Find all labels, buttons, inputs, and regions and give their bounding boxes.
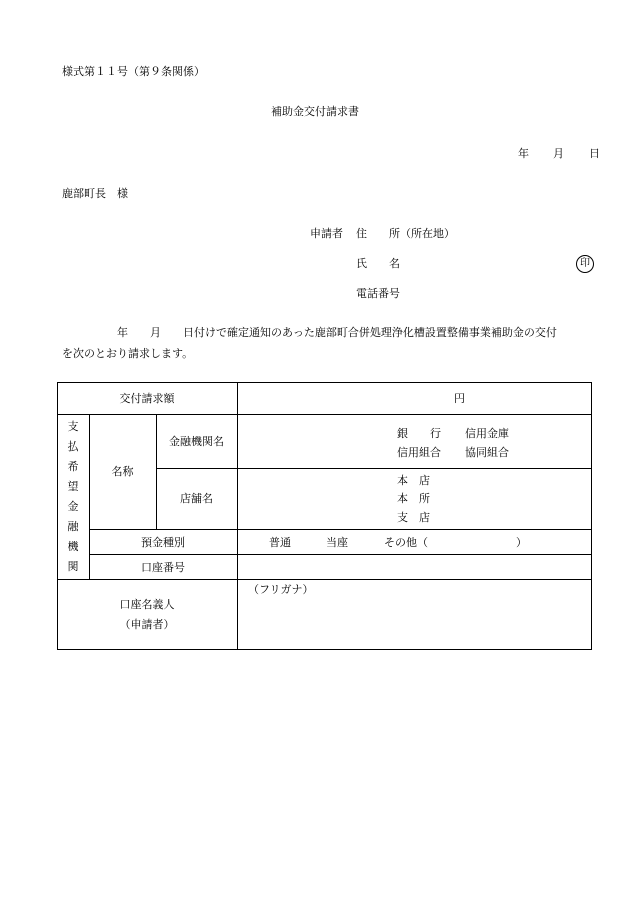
branch-branch: 支 店: [397, 511, 430, 524]
name-label: 氏 名: [356, 257, 400, 270]
payment-label-char: 支: [67, 420, 79, 433]
form-number: 様式第１１号（第９条関係）: [62, 65, 205, 78]
table-border: [591, 382, 592, 650]
payment-label-char: 望: [67, 480, 79, 493]
name-section-label: 名称: [111, 465, 134, 478]
table-rule: [156, 468, 592, 469]
deposit-normal: 普通: [269, 536, 291, 549]
addressee: 鹿部町長 様: [62, 187, 128, 200]
deposit-current: 当座: [326, 536, 348, 549]
table-rule: [89, 414, 90, 579]
payment-label-char: 関: [67, 560, 79, 573]
table-border: [57, 382, 592, 383]
inst-shinkin: 信用金庫: [465, 427, 509, 440]
amount-label: 交付請求額: [119, 392, 175, 405]
inst-shinkumi: 信用組合: [397, 446, 441, 459]
date-month-label: 月: [553, 147, 564, 160]
table-rule: [57, 579, 592, 580]
account-number-label: 口座番号: [141, 561, 185, 574]
payment-label-char: 希: [67, 460, 79, 473]
applicant-label: 申請者: [310, 227, 343, 240]
table-rule: [156, 414, 157, 529]
account-holder-label: 口座名義人: [119, 598, 175, 611]
body-text-line-2: を次のとおり請求します。: [62, 347, 194, 360]
inst-bank: 銀 行: [397, 427, 441, 440]
inst-kyodo: 協同組合: [465, 446, 509, 459]
seal-mark: [576, 255, 594, 273]
phone-label: 電話番号: [356, 287, 400, 300]
date-day-label: 日: [589, 147, 600, 160]
table-border: [57, 649, 592, 650]
table-rule: [57, 414, 592, 415]
payment-label-char: 機: [67, 540, 79, 553]
date-year-label: 年: [518, 147, 529, 160]
payment-label-char: 払: [67, 440, 79, 453]
branch-label: 店舗名: [180, 492, 213, 505]
document-title: 補助金交付請求書: [271, 105, 359, 118]
account-holder-sub: （申請者）: [119, 618, 175, 631]
furigana-label: （フリガナ）: [248, 583, 314, 596]
institution-label: 金融機関名: [169, 435, 224, 448]
branch-main-office: 本 所: [397, 492, 430, 505]
table-rule: [89, 554, 592, 555]
branch-head-office: 本 店: [397, 474, 430, 487]
amount-unit: 円: [454, 392, 465, 405]
deposit-other: その他（ ）: [384, 536, 527, 549]
seal-text: 印: [580, 258, 590, 269]
table-rule: [89, 529, 592, 530]
request-table: [57, 382, 592, 650]
address-label: 住 所（所在地）: [356, 227, 455, 240]
payment-label-char: 融: [67, 520, 79, 533]
deposit-type-label: 預金種別: [141, 536, 185, 549]
table-rule: [237, 382, 238, 650]
body-text-line-1: 年 月 日付けで確定通知のあった鹿部町合併処理浄化槽設置整備事業補助金の交付: [62, 326, 557, 339]
payment-label-char: 金: [67, 500, 79, 513]
